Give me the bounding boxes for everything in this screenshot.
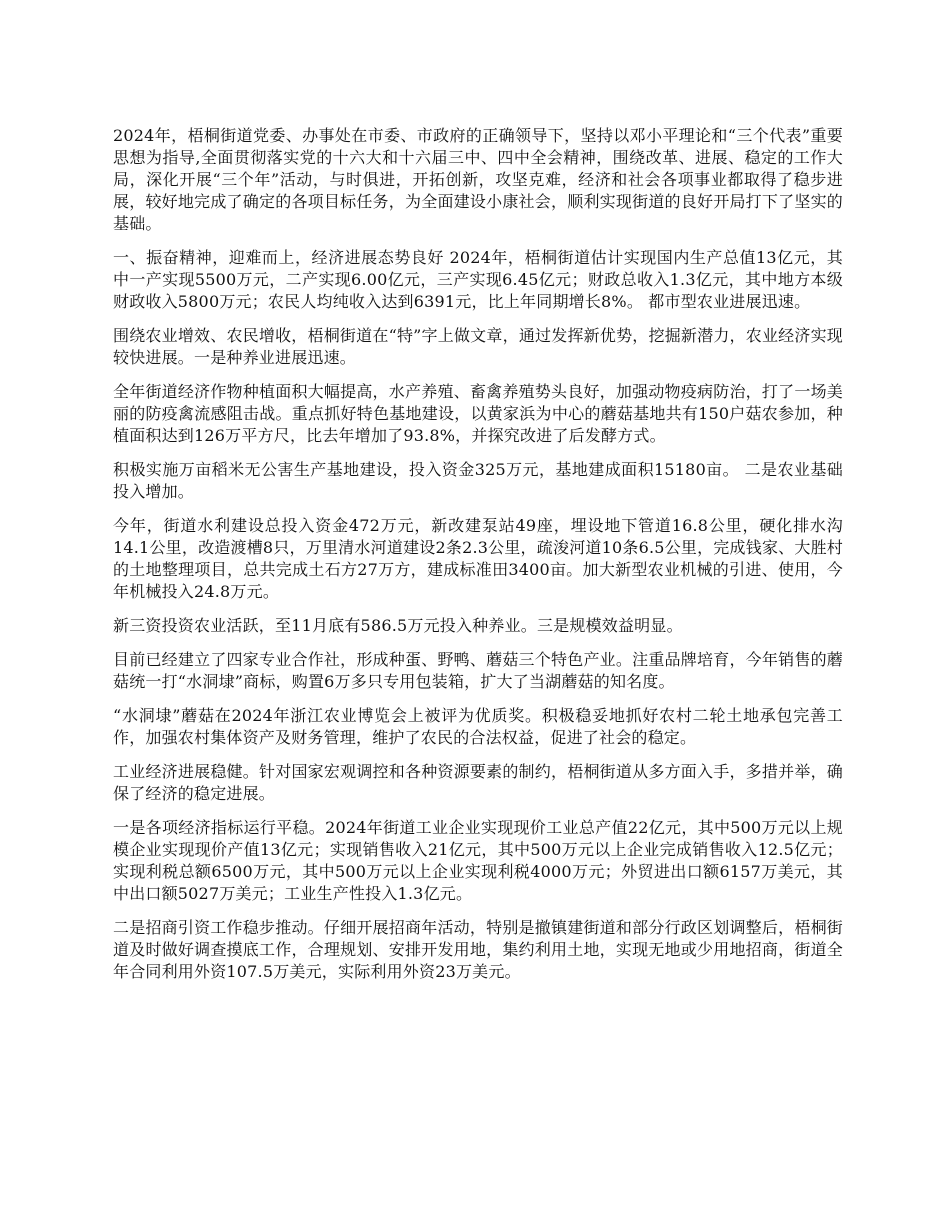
paragraph-water-works: 今年，街道水利建设总投入资金472万元，新改建泵站49座，埋设地下管道16.8公里，硬化排水沟14.1公里，改造渡槽8只，万里清水河道建设2条2.3公里，疏浚河道10条6.5公里，完成钱家、大胜村的土地整理项目，总共完成土石方27万方，建成标准田3400亩。加大新型农业机械的引进、使用，今年机械投入24.8万元。 [113, 516, 843, 601]
paragraph-agriculture-growth: 围绕农业增效、农民增收，梧桐街道在“特”字上做文章，通过发挥新优势，挖掘新潜力，农业经济实现较快进展。一是种养业进展迅速。 [113, 326, 843, 367]
paragraph-mushroom-award: “水洞埭”蘑菇在2024年浙江农业博览会上被评为优质奖。积极稳妥地抓好农村二轮土地承包完善工作，加强农村集体资产及财务管理，维护了农民的合法权益，促进了社会的稳定。 [113, 706, 843, 747]
paragraph-economy-overview: 一、振奋精神，迎难而上，经济进展态势良好 2024年，梧桐街道估计实现国内生产总值13亿元，其中一产实现5500万元，二产实现6.00亿元，三产实现6.45亿元；财政总收入1.3亿元，其中地方本级财政收入5800万元；农民人均纯收入达到6391元，比上年同期增长8%。 都市型农业进展迅速。 [113, 248, 843, 311]
paragraph-indicators: 一是各项经济指标运行平稳。2024年街道工业企业实现现价工业总产值22亿元，其中500万元以上规模企业实现现价产值13亿元；实现销售收入21亿元，其中500万元以上企业完成销售收入12.5亿元；实现利税总额6500万元，其中500万元以上企业实现利税4000万元；外贸进出口额6157万美元，其中出口额5027万美元；工业生产性投入1.3亿元。 [113, 818, 843, 903]
paragraph-industry: 工业经济进展稳健。针对国家宏观调控和各种资源要素的制约，梧桐街道从多方面入手，多措并举，确保了经济的稳定进展。 [113, 762, 843, 803]
paragraph-rice-base: 积极实施万亩稻米无公害生产基地建设，投入资金325万元，基地建成面积15180亩。 二是农业基础投入增加。 [113, 460, 843, 501]
paragraph-intro: 2024年，梧桐街道党委、办事处在市委、市政府的正确领导下，坚持以邓小平理论和“三个代表”重要思想为指导,全面贯彻落实党的十六大和十六届三中、四中全会精神，围绕改革、进展、稳定的工作大局，深化开展“三个年”活动，与时俱进，开拓创新，攻坚克难，经济和社会各项事业都取得了稳步进展，较好地完成了确定的各项目标任务，为全面建设小康社会，顺利实现街道的良好开局打下了坚实的基础。 [113, 126, 843, 233]
paragraph-cooperatives: 目前已经建立了四家专业合作社，形成种蛋、野鸭、蘑菇三个特色产业。注重品牌培育，今年销售的蘑菇统一打“水洞埭”商标，购置6万多只专用包装箱，扩大了当湖蘑菇的知名度。 [113, 650, 843, 691]
paragraph-investment-attraction: 二是招商引资工作稳步推动。仔细开展招商年活动，特别是撤镇建街道和部分行政区划调整后，梧桐街道及时做好调查摸底工作，合理规划、安排开发用地，集约利用土地，实现无地或少用地招商，街道全年合同利用外资107.5万美元，实际利用外资23万美元。 [113, 918, 843, 981]
paragraph-crop-planting: 全年街道经济作物种植面积大幅提高，水产养殖、畜禽养殖势头良好，加强动物疫病防治，打了一场美丽的防疫禽流感阻击战。重点抓好特色基地建设，以黄家浜为中心的蘑菇基地共有150户菇农参加，种植面积达到126万平方尺，比去年增加了93.8%，并探究改进了后发酵方式。 [113, 382, 843, 445]
document-body [113, 125, 843, 995]
paragraph-investment: 新三资投资农业活跃，至11月底有586.5万元投入种养业。三是规模效益明显。 [113, 616, 683, 635]
